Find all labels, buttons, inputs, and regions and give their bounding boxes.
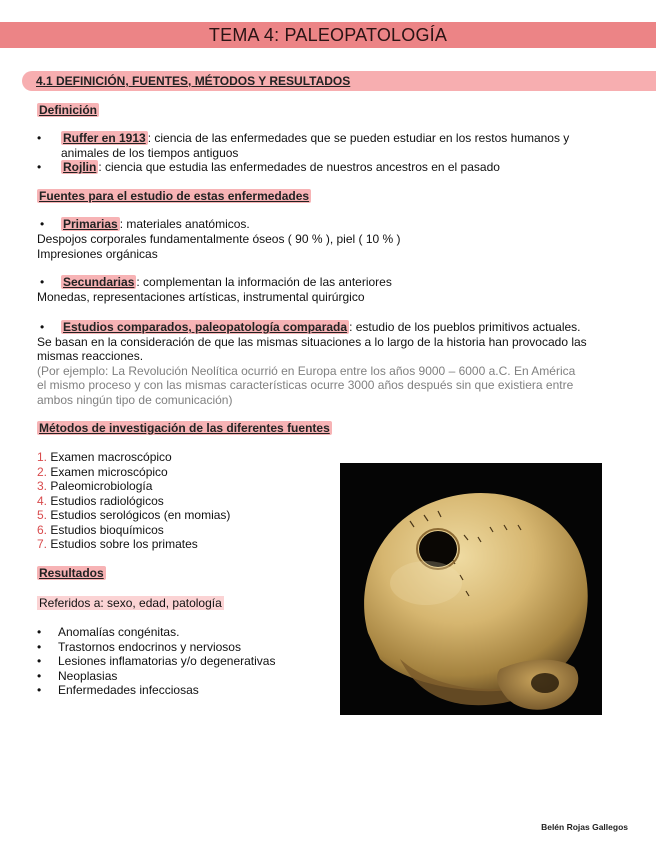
resultados-heading: Resultados [39,566,104,580]
list-text: Trastornos endocrinos y nerviosos [58,639,241,654]
page-title: TEMA 4: PALEOPATOLOGÍA [208,24,448,45]
list-item [37,494,230,509]
list-text: Neoplasias [58,668,118,683]
bullet-icon: • [40,275,45,289]
definicion-term: Ruffer en 1913 [63,131,146,145]
list-item [37,683,275,698]
definicion-text: ciencia de las enfermedades que se pueden estudiar en los restos humanos y [151,131,570,145]
author-footer: Belén Rojas Gallegos [541,822,628,832]
list-item [37,465,230,480]
bullet-icon: • [37,668,42,683]
term-separator: : [98,160,102,174]
list-text: Paleomicrobiología [47,479,153,493]
list-number: 6. [37,522,48,537]
list-item [37,508,230,523]
resultados-heading-row [37,566,106,581]
primarias-text: : materiales anatómicos. [119,217,250,231]
definicion-term: Rojlin [63,160,97,174]
bullet-icon: • [37,654,42,668]
metodos-heading-row [37,421,332,436]
comparados-text: : estudio de los pueblos primitivos actuales. [349,320,581,334]
list-text: Anomalías congénitas. [58,625,180,639]
bullet-icon: • [37,683,42,697]
fuentes-primarias [61,217,250,232]
fuentes-heading: Fuentes para el estudio de estas enfermedades [39,189,310,203]
list-text: Examen macroscópico [47,450,172,464]
list-item [37,523,230,538]
comparados-line-2: Se basan en la consideración de que las mismas situaciones a lo largo de la historia han provocado las [37,335,587,349]
comparados-example-2: el mismo proceso y con las mismas características ocurre 3000 años después sin que existiera entre [37,378,574,392]
fuentes-comparados [61,320,581,335]
list-item [37,640,275,655]
list-text: Lesiones inflamatorias y/o degenerativas [58,654,276,668]
metodos-heading: Métodos de investigación de las diferentes fuentes [39,421,330,435]
list-number: 1. [37,450,48,464]
list-number: 7. [37,537,48,551]
list-text: Enfermedades infecciosas [58,683,199,697]
list-number: 4. [37,493,48,508]
secundarias-text: : complementan la información de las anteriores [136,275,392,289]
list-text: Examen microscópico [47,464,168,479]
definicion-heading-row [37,103,99,118]
comparados-example-1: (Por ejemplo: La Revolución Neolítica ocurrió en Europa entre los años 9000 – 6000 a.C. En América [37,364,576,378]
bullet-icon: • [37,639,42,654]
skull-illustration [340,463,602,715]
list-item [37,450,230,465]
list-text: Estudios radiológicos [47,493,164,508]
term-separator: : [147,131,152,145]
bullet-icon: • [40,217,45,231]
list-number: 3. [37,479,48,493]
primarias-term: Primarias [63,217,118,231]
section-heading-bar [22,71,656,91]
bullet-icon: • [37,160,42,174]
definicion-item-rojlin [61,160,500,175]
list-item [37,479,230,494]
list-item [37,669,275,684]
section-title: 4.1 DEFINICIÓN, FUENTES, MÉTODOS Y RESULTADOS [36,74,351,88]
resultados-referidos: Referidos a: sexo, edad, patología [39,596,222,610]
bullet-icon: • [37,625,42,639]
fuentes-heading-row [37,189,311,204]
fuentes-secundarias [61,275,392,290]
trepanned-skull-image [340,463,602,715]
list-text: Estudios bioquímicos [47,522,164,537]
metodos-list [37,450,230,552]
secundarias-line-2: Monedas, representaciones artísticas, instrumental quirúrgico [37,290,365,304]
bullet-icon: • [40,320,45,334]
resultados-referidos-row [37,596,224,611]
comparados-term: Estudios comparados, paleopatología comparada [63,320,348,334]
list-number: 5. [37,508,48,522]
definicion-heading: Definición [39,103,98,117]
list-item [37,625,275,640]
bullet-icon: • [37,131,42,145]
list-item [37,654,275,669]
title-bar [0,22,656,48]
primarias-line-2: Despojos corporales fundamentalmente óseos ( 90 % ), piel ( 10 % ) [37,232,401,246]
list-item [37,537,230,552]
secundarias-term: Secundarias [63,275,135,289]
list-text: Estudios serológicos (en momias) [47,508,231,522]
definicion-text-cont: animales de los tiempos antiguos [61,145,239,160]
definicion-text: ciencia que estudia las enfermedades de nuestros ancestros en el pasado [101,160,500,174]
list-number: 2. [37,464,48,479]
resultados-list [37,625,275,698]
list-text: Estudios sobre los primates [47,537,198,551]
comparados-line-3: mismas reacciones. [37,349,144,363]
definicion-item-ruffer [61,131,569,160]
comparados-example-3: ambos ningún tipo de comunicación) [37,393,233,407]
primarias-line-3: Impresiones orgánicas [37,247,158,261]
